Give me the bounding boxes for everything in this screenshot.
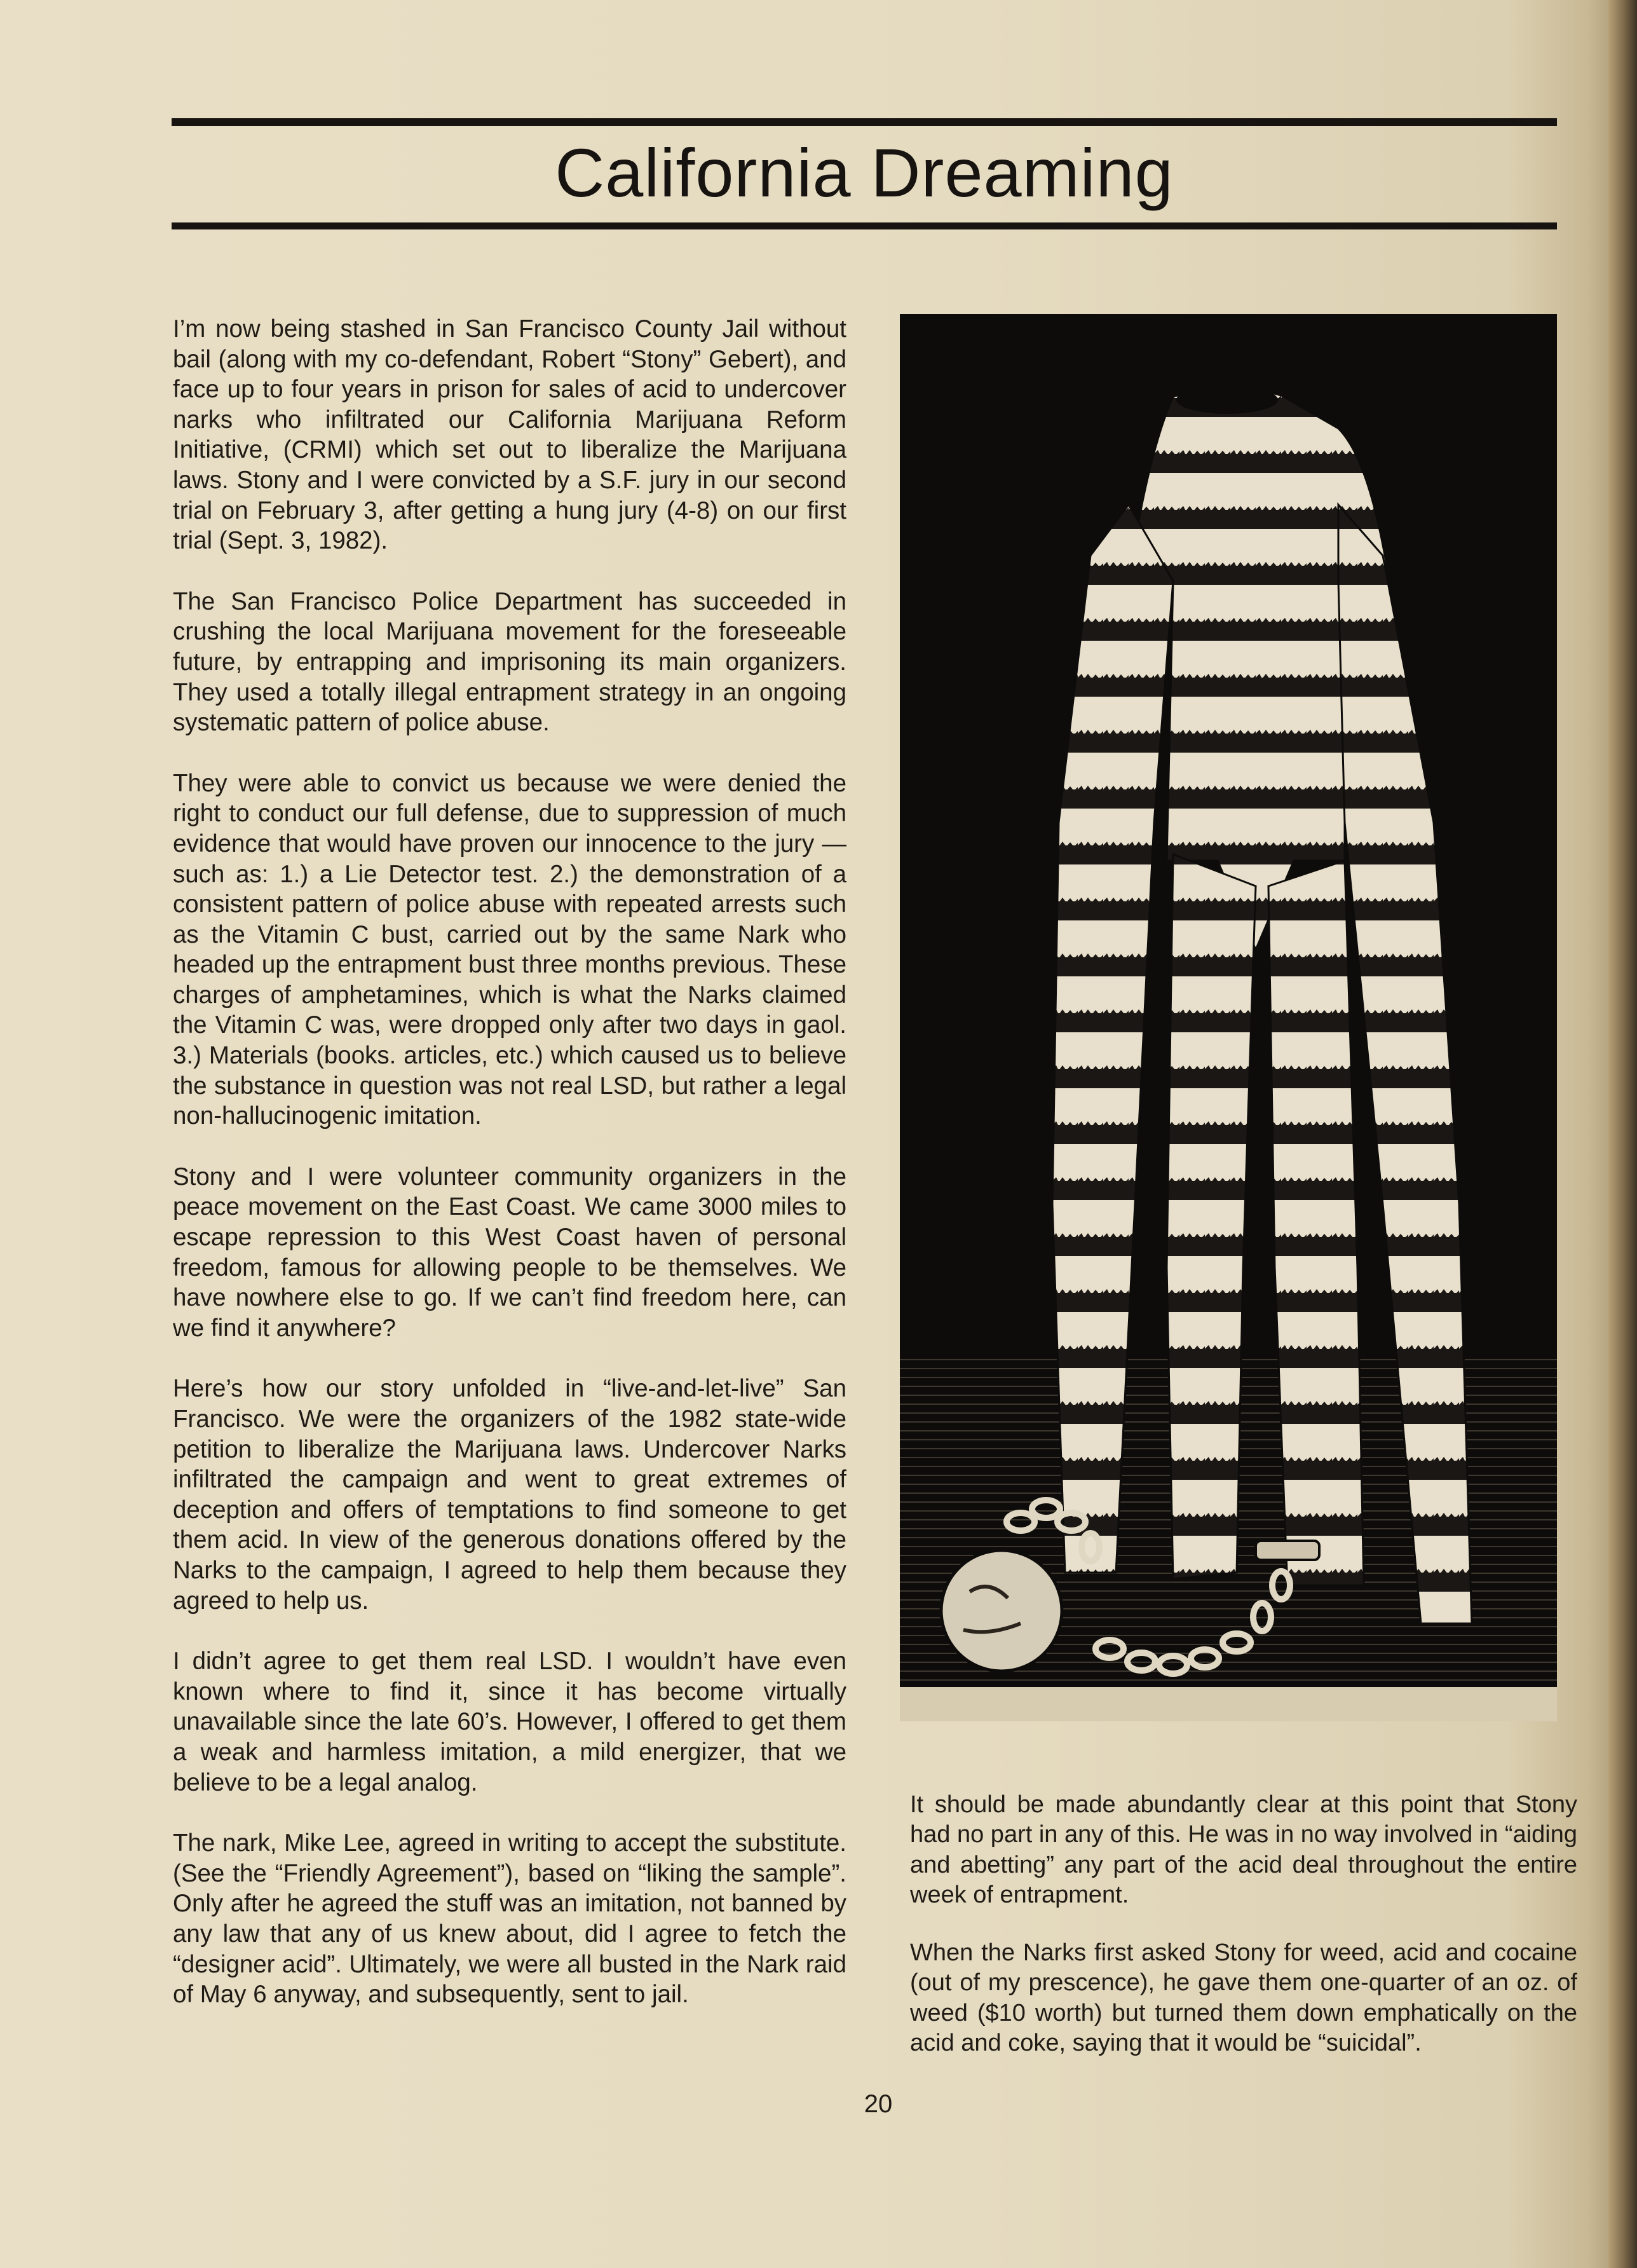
right-column	[910, 1790, 1577, 2086]
body-paragraph: The nark, Mike Lee, agreed in writing to accept the substitute. (See the “Friendly Agreement”), based on “liking the sample”. Only after he agreed the stuff was an imitation, not banned by any law that any of us knew about, did I agree to fetch the “designer acid”. Ultimately, we were all busted in the Nark raid of May 6 anyway, and subsequently, sent to jail.	[173, 1829, 846, 2009]
page-spine-edge	[1608, 0, 1637, 2268]
body-paragraph: Here’s how our story unfolded in “live-and-let-live” San Francisco. We were the organizers of the 1982 state-wide petition to liberalize the Marijuana laws. Undercover Narks infiltrated the campaign and went to great extremes of deception and offers of temptations to find someone to get them acid. In view of the generous donations offered by the Narks to the campaign, I agreed to help them because they agreed to help us.	[173, 1375, 846, 1615]
body-paragraph: I didn’t agree to get them real LSD. I wouldn’t have even known where to find it, since it has become virtually unavailable since the late 60’s. However, I offered to get them a weak and harmless imitation, a mild energizer, that we believe to be a legal analog.	[173, 1648, 846, 1796]
title-rule-bottom	[172, 222, 1557, 229]
body-paragraph: When the Narks first asked Stony for weed, acid and cocaine (out of my prescence), he gave them one-quarter of an oz. of weed ($10 worth) but turned them down emphatically on the acid and coke, saying that it would be “suicidal”.	[910, 1939, 1577, 2057]
left-column	[173, 314, 846, 2040]
iron-ball	[941, 1550, 1062, 1671]
collar-opening	[1176, 386, 1278, 414]
body-paragraph: The San Francisco Police Department has succeeded in crushing the local Marijuana movement for the foreseeable future, by entrapping and imprisoning its main organizers. They used a totally illegal entrapment strategy in an ongoing systematic pattern of police abuse.	[173, 587, 846, 737]
body-paragraph: I’m now being stashed in San Francisco County Jail without bail (along with my co-defendant, Robert “Stony” Gebert), and face up to four years in prison for sales of acid to undercover narks who infiltrated our California Marijuana Reform Initiative, (CRMI) which set out to liberalize the Marijuana laws. Stony and I were convicted by a S.F. jury in our second trial on February 3, after getting a hung jury (4-8) on our first trial (Sept. 3, 1982).	[173, 315, 846, 555]
article-title: California Dreaming	[555, 133, 1174, 211]
body-paragraph: It should be made abundantly clear at this point that Stony had no part in any of this. He was in no way involved in “aiding and abetting” any part of the acid deal throughout the entire week of entrapment.	[910, 1791, 1577, 1908]
leg-shackle	[1256, 1541, 1319, 1560]
page-number: 20	[864, 2090, 893, 2118]
prison-suit-illustration	[900, 314, 1557, 1721]
body-paragraph: Stony and I were volunteer community organizers in the peace movement on the East Coast. We came 3000 miles to escape repression to this West Coast haven of personal freedom, famous for allowing people to be themselves. We have nowhere else to go. If we can’t find freedom here, can we find it anywhere?	[173, 1163, 846, 1342]
striped-suit-right-leg	[1268, 861, 1364, 1585]
body-paragraph: They were able to convict us because we were denied the right to conduct our full defense, due to suppression of much evidence that would have proven our innocence to the jury — such as: 1.) a Lie Detector test. 2.) the demonstration of a consistent pattern of police abuse with repeated arrests such as the Vitamin C bust, carried out by the same Nark who headed up the entrapment bust three months previous. These charges of amphetamines, which is what the Narks claimed the Vitamin C was, were dropped only after two days in gaol. 3.) Materials (books. articles, etc.) which caused us to believe the substance in question was not real LSD, but rather a legal non-hallucinogenic imitation.	[173, 769, 846, 1130]
